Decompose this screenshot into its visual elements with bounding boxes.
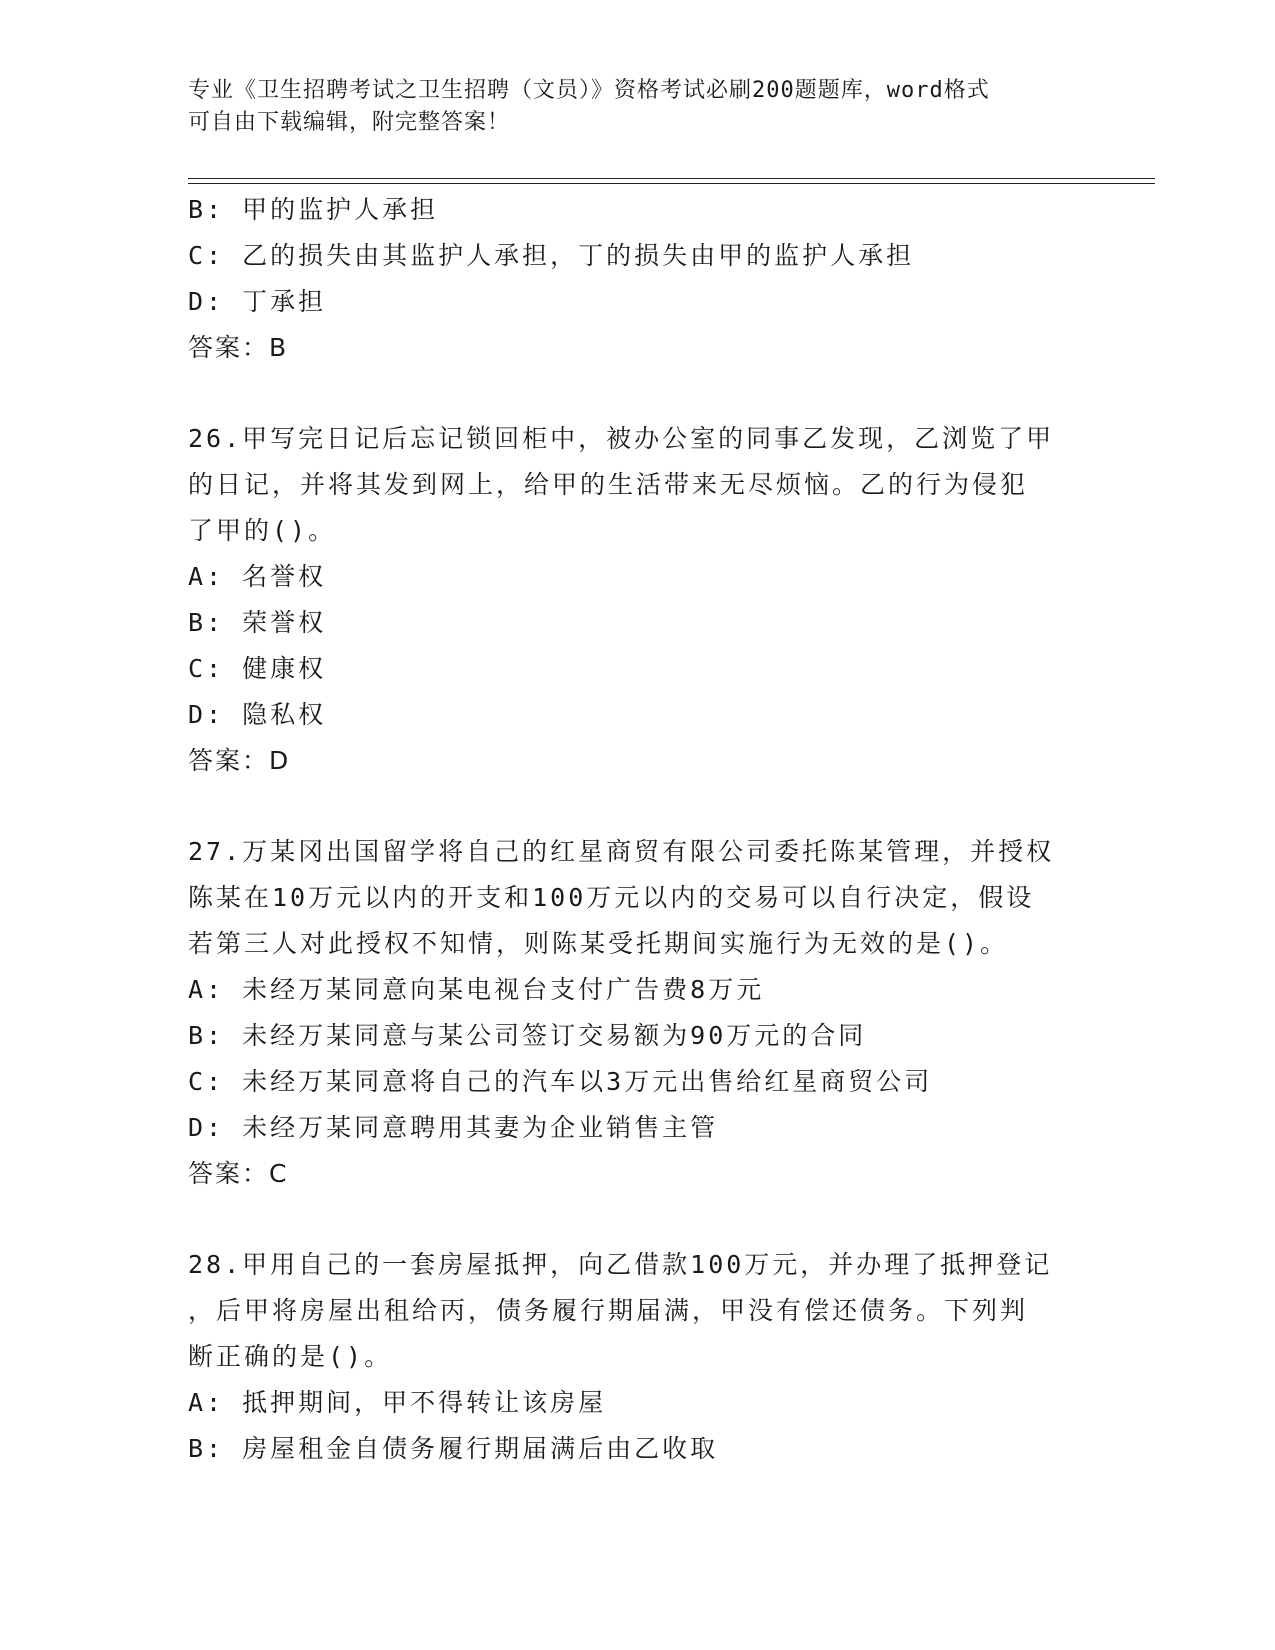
question-stem-line: 26.甲写完日记后忘记锁回柜中，被办公室的同事乙发现，乙浏览了甲	[188, 424, 1055, 453]
header-divider-bottom	[188, 183, 1155, 184]
option-b: B: 未经万某同意与某公司签订交易额为90万元的合同	[188, 1021, 867, 1050]
option-d: D: 隐私权	[188, 700, 327, 729]
question-stem-line: ，后甲将房屋出租给丙，债务履行期届满，甲没有偿还债务。下列判	[188, 1296, 1029, 1325]
question-spacer	[188, 784, 1088, 829]
option-d: D: 未经万某同意聘用其妻为企业销售主管	[188, 1113, 719, 1142]
question-26	[188, 416, 1088, 784]
question-28	[188, 1242, 1088, 1472]
option-c: C: 健康权	[188, 654, 327, 683]
option-a: A: 抵押期间，甲不得转让该房屋	[188, 1388, 607, 1417]
option-c: C: 未经万某同意将自己的汽车以3万元出售给红星商贸公司	[188, 1067, 933, 1096]
option-b: B: 甲的监护人承担	[188, 195, 439, 224]
question-stem-line: 若第三人对此授权不知情，则陈某受托期间实施行为无效的是()。	[188, 929, 1009, 958]
question-stem-line: 28.甲用自己的一套房屋抵押，向乙借款100万元，并办理了抵押登记	[188, 1250, 1053, 1279]
question-spacer	[188, 371, 1088, 416]
question-27	[188, 829, 1088, 1197]
header-title-line-1: 专业《卫生招聘考试之卫生招聘（文员）》资格考试必刷200题题库，word格式	[188, 78, 990, 103]
question-stem-line: 27.万某冈出国留学将自己的红星商贸有限公司委托陈某管理，并授权	[188, 837, 1055, 866]
option-a: A: 名誉权	[188, 562, 327, 591]
question-spacer	[188, 1197, 1088, 1242]
option-a: A: 未经万某同意向某电视台支付广告费8万元	[188, 975, 765, 1004]
answer-line: 答案：C	[188, 1159, 289, 1188]
page-header	[188, 75, 1068, 139]
answer-line: 答案：B	[188, 333, 289, 362]
question-25-continued	[188, 187, 1088, 371]
option-d: D: 丁承担	[188, 287, 327, 316]
answer-line: 答案：D	[188, 746, 291, 775]
header-divider-top	[188, 178, 1155, 179]
header-title-line-2: 可自由下载编辑，附完整答案！	[188, 110, 511, 135]
option-c: C: 乙的损失由其监护人承担，丁的损失由甲的监护人承担	[188, 241, 915, 270]
option-b: B: 房屋租金自债务履行期届满后由乙收取	[188, 1434, 719, 1463]
question-stem-line: 断正确的是()。	[188, 1342, 393, 1371]
option-b: B: 荣誉权	[188, 608, 327, 637]
question-stem-line: 的日记，并将其发到网上，给甲的生活带来无尽烦恼。乙的行为侵犯	[188, 470, 1029, 499]
question-list	[188, 187, 1088, 1472]
question-stem-line: 了甲的()。	[188, 516, 337, 545]
question-stem-line: 陈某在10万元以内的开支和100万元以内的交易可以自行决定，假设	[188, 883, 1035, 912]
